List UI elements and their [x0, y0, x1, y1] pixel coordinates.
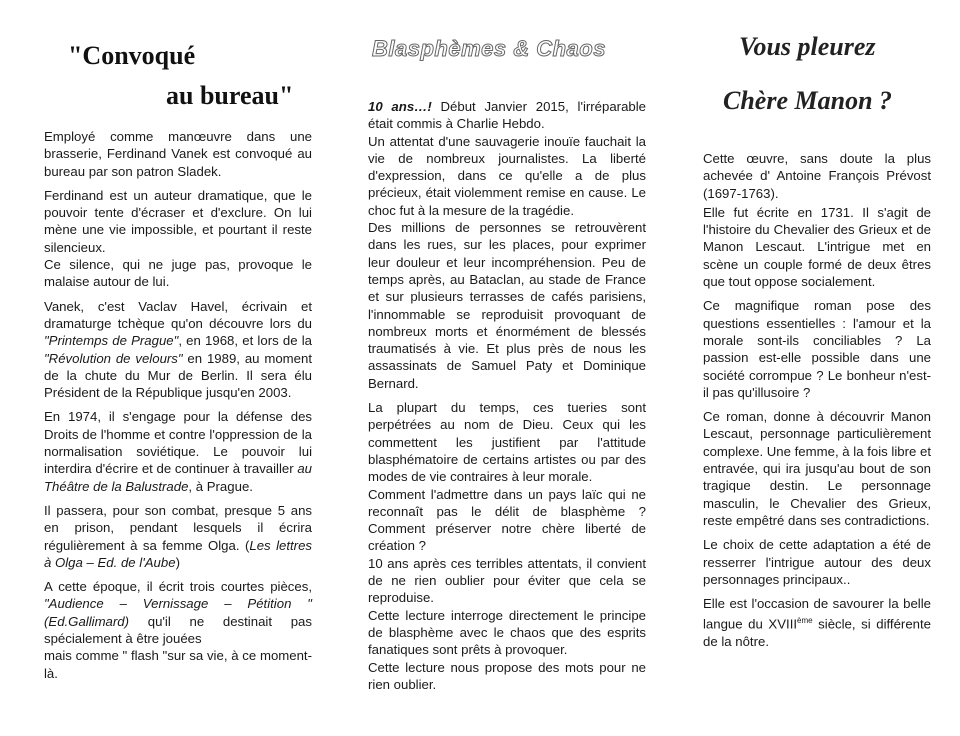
paragraph: Cette œuvre, sans doute la plus achevée d' Antoine François Prévost (1697-1763). — [703, 151, 931, 201]
title-convoque-line1: "Convoqué — [68, 41, 196, 70]
paragraph: Employé comme manœuvre dans une brasserie, Ferdinand Vanek est convoqué au bureau par son patron Sladek. — [44, 129, 312, 179]
column-body — [368, 98, 646, 700]
paragraph: Des millions de personnes se retrouvèrent dans les rues, sur les places, pour exprimer leur douleur et leur incompréhension. Peu de temps après, au Bataclan, au stade de France et sur plusieurs terrasses de cafés parisiens, l'innommable se reproduisit provoquant de nombreux morts et énormément de blessés traumatisés à vie. Et plus près de nous les assassinats de Samuel Paty et Dominique Bernard. — [368, 220, 646, 391]
paragraph: Ferdinand est un auteur dramatique, que le pouvoir tente d'écraser et d'exclure. On lui mène une vie impossible, et pourtant il reste silencieux. — [44, 187, 312, 255]
column-body — [703, 150, 931, 657]
paragraph: 10 ans…! Début Janvier 2015, l'irréparable était commis à Charlie Hebdo. — [368, 99, 646, 132]
paragraph: Comment l'admettre dans un pays laïc qui ne reconnaît pas le délit de blasphème ? Comment préserver notre chère liberté de création ? — [368, 486, 646, 554]
paragraph: 10 ans après ces terribles attentats, il convient de ne rien oublier pour éviter que cela se reproduise. — [368, 555, 646, 606]
paragraph: Cette lecture interroge directement le principe de blasphème avec le chaos que des esprits fanatiques sont prêts à provoquer. — [368, 607, 646, 658]
paragraph: La plupart du temps, ces tueries sont perpétrées au nom de Dieu. Ceux qui les commettent les justifient par l'attitude blasphématoire de certains artistes ou par des modes de vie contraires à leur morale. — [368, 400, 646, 485]
title-convoque-line2: au bureau" — [166, 81, 294, 110]
paragraph: Ce silence, qui ne juge pas, provoque le malaise autour de lui. — [44, 257, 312, 290]
paragraph: Un attentat d'une sauvagerie inouïe fauchait la vie de nombreux journalistes. La liberté d'expression, dans ce qu'elle a de plus précieux, était violemment remise en cause. Le choc fut à la mesure de la tragédie. — [368, 133, 646, 218]
title-manon-line2: Chère Manon ? — [723, 86, 893, 115]
column-body — [44, 128, 312, 689]
paragraph: Ce magnifique roman pose des questions essentielles : l'amour et la morale sont-ils conciliables ? La passion est-elle possible dans une société corrompue ? Le bonheur n'est-il pas qu'illusoire ? — [703, 298, 931, 400]
title-manon-line1: Vous pleurez — [739, 32, 876, 61]
paragraph: Le choix de cette adaptation a été de resserrer l'intrigue autour des deux personnages principaux.. — [703, 537, 931, 587]
title-blasphemes: Blasphèmes & Chaos — [372, 36, 606, 61]
paragraph: En 1974, il s'engage pour la défense des Droits de l'homme et contre l'oppression de la normalisation soviétique. Le pouvoir lui interdira d'écrire et de continuer à travailler au Théâtre de la Balustrade, à Prague. — [44, 409, 312, 494]
paragraph: Elle fut écrite en 1731. Il s'agit de l'histoire du Chevalier des Grieux et de Manon Lescaut. L'intrigue met en scène un couple formé de deux êtres que tout oppose socialement. — [703, 204, 931, 290]
paragraph: A cette époque, il écrit trois courtes pièces, "Audience – Vernissage – Pétition " (Ed.Gallimard) qu'il ne destinait pas spécialement à être jouées — [44, 579, 312, 647]
paragraph: Cette lecture nous propose des mots pour ne rien oublier. — [368, 659, 646, 692]
paragraph: Elle est l'occasion de savourer la belle langue du XVIIIème siècle, si différente de la nôtre. — [703, 596, 931, 650]
paragraph: Vanek, c'est Vaclav Havel, écrivain et dramaturge tchèque qu'on découvre lors du "Printemps de Prague", en 1968, et lors de la "Révolution de velours" en 1989, au moment de la chute du Mur de Berlin. Il sera élu Président de la République jusqu'en 2003. — [44, 298, 312, 401]
paragraph: Ce roman, donne à découvrir Manon Lescaut, personnage particulièrement complexe. Une femme, à la fois libre et entravée, qui ira jusqu'au bout de son tragique destin. Le personnage masculin, le Chevalier des Grieux, reste empêtré dans ses contradictions. — [703, 409, 931, 528]
paragraph: mais comme " flash "sur sa vie, à ce moment-là. — [44, 648, 312, 681]
paragraph: Il passera, pour son combat, presque 5 ans en prison, pendant lesquels il écrira régulièrement à sa femme Olga. (Les lettres à Olga – Ed. de l'Aube) — [44, 502, 312, 570]
